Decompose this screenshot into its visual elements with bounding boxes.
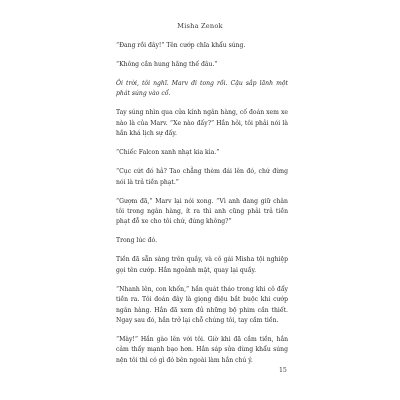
- paragraph: “Đang rồi đây!” Tên cướp chĩa khẩu súng.: [116, 42, 246, 49]
- paragraph: “Nhanh lên, con khốn,” hắn quát tháo trong khi cô đẩy tiền ra. Tôi đoán đây là giọng điệu bắt buộc khi cướp ngân hàng. Hắn đã xem đủ những bộ phim cần thiết. Ngay sau đó, hắn trở lại chỗ chúng tôi, tay cầm tiền.: [116, 285, 288, 325]
- paragraph: Ôi trời, tôi nghĩ. Marv đi tong rồi. Cậu sắp lãnh một phát súng vào cổ.: [116, 80, 288, 98]
- paragraph: “Chiếc Falcon xanh nhạt kia kìa.”: [116, 149, 220, 157]
- paragraph: Tay súng nhìn qua cửa kính ngân hàng, cố đoán xem xe nào là của Marv. “Xe nào đấy?” Hắn hỏi, tôi phải nói là hắn khá lịch sự đấy.: [116, 109, 288, 138]
- paragraph: “Không cần hung hăng thế đâu.”: [116, 61, 218, 68]
- running-header: Misha Zenok: [177, 22, 223, 30]
- paragraph: “Mày!” Hắn gào lên với tôi. Giờ khi đã cầm tiền, hắn cảm thấy mạnh bạo hơn. Hắn sáp sửa dùng khẩu súng nện tôi thì có gì đó bên ngoài làm hắn chú ý.: [116, 336, 288, 364]
- paragraph: Trong lúc đó.: [116, 237, 158, 245]
- paragraph: “Cục cứt đó hả? Tao chẳng thèm đái lên đó, chứ đừng nói là trả tiền phạt.”: [116, 168, 288, 186]
- paragraph: Tiền đã sẵn sàng trên quầy, và cô gái Misha tội nghiệp gọi tên cướp. Hắn ngoảnh mặt, quay lại quầy.: [116, 256, 288, 274]
- paragraph: “Gượm đã,” Marv lại nói xong. “Vì anh đang giữ chân tôi trong ngân hàng, ít ra thì anh cũng phải trả tiền phạt đỗ xe cho tôi chứ, đúng không?”: [116, 197, 288, 226]
- page-number: 15: [279, 367, 287, 374]
- page-body: [116, 41, 288, 375]
